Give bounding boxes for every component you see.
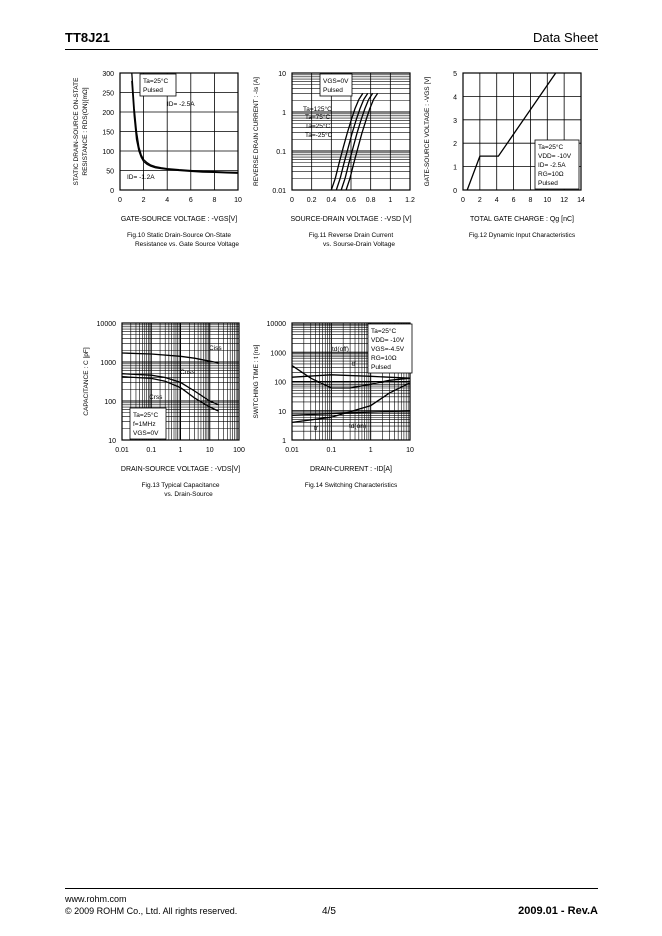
y-tick-label: 50 <box>106 168 114 176</box>
y-tick-label: 0 <box>110 188 114 195</box>
series-annotation: td(off) <box>332 346 349 353</box>
legend-text: Pulsed <box>323 87 343 94</box>
legend-text: Pulsed <box>371 364 391 371</box>
x-tick-label: 0.01 <box>115 447 129 454</box>
x-axis-label: SOURCE-DRAIN VOLTAGE : -VSD [V] <box>290 216 412 223</box>
x-tick-label: 1 <box>368 447 373 454</box>
figure-caption: Fig.10 Static Drain-Source On-State <box>126 232 232 239</box>
series-annotation: ID= -1.2A <box>127 174 155 181</box>
y-tick-label: 10 <box>108 438 116 445</box>
x-tick-label: 4 <box>165 197 170 204</box>
fig10-chart <box>73 71 242 248</box>
footer-copyright: © 2009 ROHM Co., Ltd. All rights reserved. <box>65 906 238 916</box>
y-tick-label: 1 <box>282 110 286 117</box>
x-tick-label: 0.2 <box>306 197 317 204</box>
x-tick-label: 8 <box>528 197 533 204</box>
series-line <box>292 383 410 423</box>
figure-caption: Resistance vs. Gate Source Voltage <box>134 241 240 248</box>
y-axis-label: GATE-SOURCE VOLTAGE : -VGS [V] <box>424 76 431 187</box>
x-axis-label: DRAIN-SOURCE VOLTAGE : -VDS[V] <box>120 466 241 473</box>
page-number: 4/5 <box>322 906 336 917</box>
y-tick-label: 1 <box>282 438 286 445</box>
series-line <box>122 353 219 363</box>
y-tick-label: 0.01 <box>272 188 286 195</box>
x-tick-label: 0.4 <box>326 197 337 204</box>
figure-caption: Fig.12 Dynamic Input Characteristics <box>468 232 576 239</box>
y-tick-label: 150 <box>102 129 114 137</box>
y-tick-label: 10 <box>278 408 286 416</box>
x-tick-label: 0 <box>118 197 122 204</box>
x-tick-label: 8 <box>212 197 217 204</box>
legend-text: VDD= -10V <box>538 153 572 160</box>
series-annotation: Ta=-25°C <box>305 132 333 139</box>
y-tick-label: 10 <box>278 71 286 78</box>
x-tick-label: 14 <box>577 197 585 204</box>
x-tick-label: 10 <box>234 197 242 204</box>
legend-text: VGS=0V <box>323 78 349 85</box>
legend-text: VGS=-4.5V <box>371 346 405 353</box>
y-tick-label: 1000 <box>100 360 116 367</box>
series-annotation: td(on) <box>349 423 366 430</box>
y-axis-label: RESISTANCE : RDS(ON)[mΩ] <box>82 87 89 176</box>
y-tick-label: 300 <box>102 71 114 78</box>
x-tick-label: 10 <box>406 447 414 454</box>
x-tick-label: 10 <box>543 197 552 204</box>
document-type: Data Sheet <box>532 30 598 45</box>
y-axis-label: SWITCHING TIME : t [ns] <box>253 344 260 419</box>
series-annotation: Ta=25°C <box>305 123 331 130</box>
legend-text: Ta=25°C <box>538 144 564 151</box>
x-axis-label: GATE-SOURCE VOLTAGE : -VGS[V] <box>120 216 238 223</box>
x-tick-label: 1.2 <box>405 197 415 204</box>
y-tick-label: 4 <box>453 94 457 102</box>
y-axis-label: STATIC DRAIN-SOURCE ON-STATE <box>73 77 80 186</box>
part-number: TT8J21 <box>65 30 110 45</box>
x-tick-label: 10 <box>205 447 214 454</box>
revision: 2009.01 - Rev.A <box>518 905 598 917</box>
legend-text: RG=10Ω <box>371 355 397 362</box>
x-tick-label: 1 <box>388 197 393 204</box>
y-axis-label: REVERSE DRAIN CURRENT : -Is [A] <box>253 77 260 186</box>
figure-caption: Fig.13 Typical Capacitance <box>141 482 220 489</box>
y-tick-label: 100 <box>102 149 114 156</box>
figure-caption: vs. Sourse-Drain Voltage <box>323 241 395 248</box>
figure-caption: vs. Drain-Source <box>164 491 213 498</box>
y-tick-label: 10000 <box>266 321 286 328</box>
x-tick-label: 2 <box>141 197 146 204</box>
y-tick-label: 2 <box>453 141 457 149</box>
y-tick-label: 1000 <box>270 350 286 358</box>
y-tick-label: 200 <box>102 110 114 117</box>
y-tick-label: 100 <box>274 379 286 387</box>
x-tick-label: 6 <box>511 197 516 204</box>
figure-caption: Fig.11 Reverse Drain Current <box>308 232 394 239</box>
series-annotation: Ciss <box>209 345 222 352</box>
fig12-chart <box>424 71 585 239</box>
legend-text: f=1MHz <box>133 421 156 428</box>
series-annotation: Crss <box>149 394 163 401</box>
series-annotation: tf <box>352 361 356 368</box>
x-tick-label: 0.1 <box>146 447 157 454</box>
y-tick-label: 0 <box>453 188 457 195</box>
x-tick-label: 2 <box>477 197 482 204</box>
footer-rule <box>65 888 598 889</box>
x-tick-label: 4 <box>494 197 499 204</box>
x-tick-label: 0.01 <box>285 447 299 454</box>
series-annotation: Ta=125°C <box>303 106 332 113</box>
y-tick-label: 10000 <box>96 321 116 328</box>
legend-text: Pulsed <box>143 87 163 94</box>
legend-text: RG=10Ω <box>538 171 564 178</box>
legend-text: Ta=25°C <box>143 78 169 85</box>
figure-caption: Fig.14 Switching Characteristics <box>304 482 398 489</box>
x-tick-label: 100 <box>233 447 245 454</box>
y-tick-label: 250 <box>102 90 114 98</box>
y-tick-label: 0.1 <box>276 149 286 156</box>
y-tick-label: 1 <box>453 164 457 172</box>
x-axis-label: DRAIN-CURRENT : -ID[A] <box>310 466 392 473</box>
footer-url[interactable]: www.rohm.com <box>65 894 127 904</box>
series-line <box>341 93 372 190</box>
series-annotation: tr <box>314 425 318 432</box>
y-tick-label: 5 <box>453 71 457 78</box>
x-tick-label: 1 <box>178 447 183 454</box>
x-axis-label: TOTAL GATE CHARGE : Qg [nC] <box>470 216 574 223</box>
x-tick-label: 12 <box>560 197 569 204</box>
series-line <box>331 93 363 190</box>
legend-text: Ta=25°C <box>133 412 159 419</box>
series-annotation: Ta=75°C <box>305 114 331 121</box>
x-tick-label: 0.1 <box>326 447 337 454</box>
x-tick-label: 0 <box>290 197 294 204</box>
y-tick-label: 100 <box>104 399 116 406</box>
legend-text: Ta=25°C <box>371 328 397 335</box>
x-tick-label: 6 <box>188 197 193 204</box>
series-line <box>336 93 367 190</box>
fig11-chart <box>253 71 415 248</box>
legend-text: VGS=0V <box>133 430 159 437</box>
legend-text: Pulsed <box>538 180 558 187</box>
x-tick-label: 0 <box>461 197 465 204</box>
series-annotation: Coss <box>180 369 195 376</box>
legend-text: ID= -2.5A <box>538 162 566 169</box>
y-axis-label: CAPACITANCE : C [pF] <box>83 347 90 416</box>
series-annotation: ID= -2.5A <box>167 101 195 108</box>
y-tick-label: 3 <box>453 117 457 125</box>
x-tick-label: 0.8 <box>365 197 376 204</box>
legend-text: VDD= -10V <box>371 337 405 344</box>
series-line <box>122 377 219 411</box>
x-tick-label: 0.6 <box>346 197 356 204</box>
